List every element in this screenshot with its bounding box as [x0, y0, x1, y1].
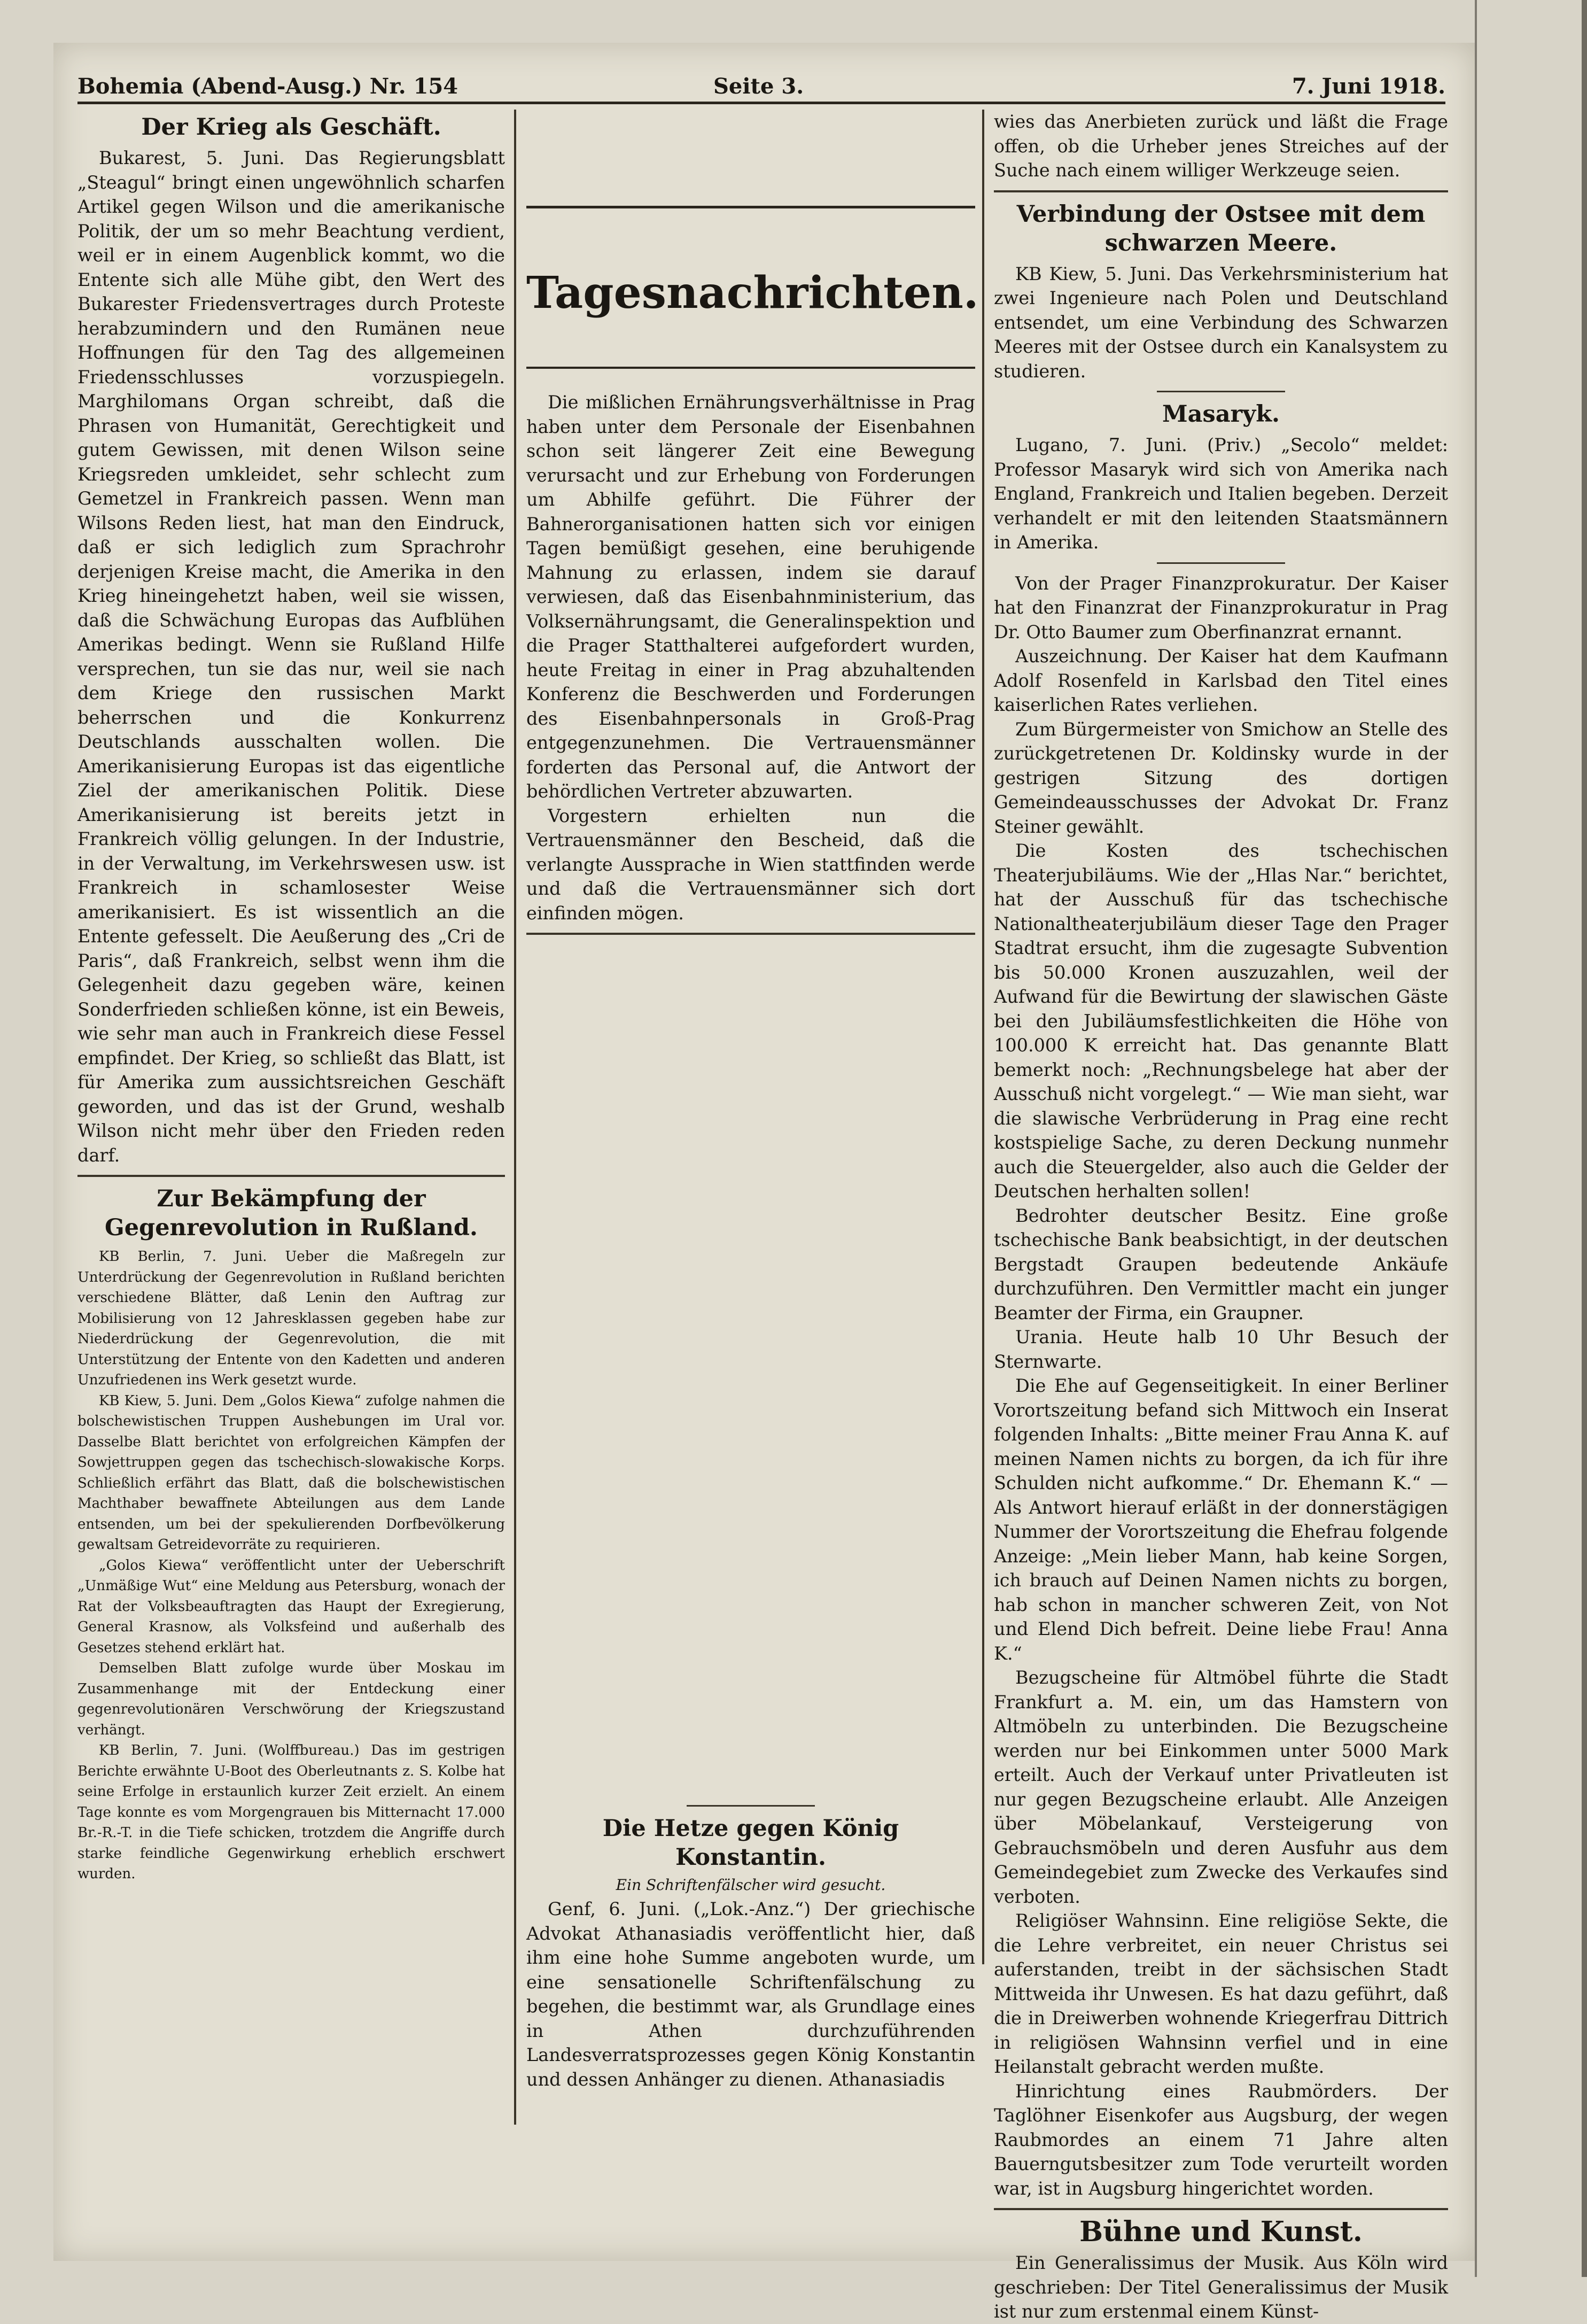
column-rule-2: [982, 110, 984, 1964]
column-3: [994, 110, 1448, 2322]
masthead-page: Seite 3.: [713, 74, 804, 99]
paragraph: KB Kiew, 5. Juni. Das Verkehrsministerium hat zwei Ingenieure nach Polen und Deutschland entsendet, um eine Verbindung des Schwarzen Meeres mit der Ostsee durch ein Kanalsystem zu studieren.: [994, 263, 1448, 382]
scan-edge-shadow: [1582, 0, 1587, 2277]
article-title-gegenrevolution: Zur Bekämpfung der Gegenrevolution in Rußland.: [105, 1186, 478, 1241]
masthead: [77, 69, 1445, 104]
separator: [526, 933, 975, 935]
separator: [77, 1175, 505, 1177]
news-item: Von der Prager Finanzprokuratur. Der Kaiser hat den Finanzrat der Finanzprokuratur in Prag Dr. Otto Baumer zum Oberfinanzrat ernannt.: [994, 572, 1448, 642]
masthead-date: 7. Juni 1918.: [1292, 74, 1445, 99]
news-item: Die Kosten des tschechischen Theaterjubiläums. Wie der „Hlas Nar.“ berichtet, hat der Ausschuß für das tschechische Nationaltheaterjubiläum dieser Tage den Prager Stadtrat ersucht, ihm die zugesagte Subvention bis 50.000 Kronen auszuzahlen, weil der Aufwand für die Bewirtung der slawischen Gäste bei den Jubiläumsfestlichkeiten die Höhe von 100.000 K erreicht hat. Das genannte Blatt bemerkt noch: „Rechnungsbelege hat aber der Ausschuß nicht vorgelegt.“ — Wie man sieht, war die slawische Verbrüderung in Prag eine recht kostspielige Sache, zu deren Deckung nunmehr auch die Steuergelder, also auch die Gelder der Deutschen herhalten sollen!: [994, 840, 1448, 1202]
news-item: Religiöser Wahnsinn. Eine religiöse Sekte, die die Lehre verbreitet, ein neuer Christus sei auferstanden, treibt in der sächsischen Stadt Mittweida ihr Unwesen. Es hat dazu geführt, daß die in Dreiwerben wohnende Kriegerfrau Dittrich in religiösen Wahnsinn verfiel und in eine Heilanstalt gebracht werden mußte.: [994, 1910, 1448, 2077]
paragraph: KB Kiew, 5. Juni. Dem „Golos Kiewa“ zufolge nahmen die bolschewistischen Truppen Aushebungen im Ural vor. Dasselbe Blatt berichtet von erfolgreichen Kämpfen der Sowjettruppen gegen das tschechisch-slowakische Korps. Schließlich erfährt das Blatt, daß die bolschewistischen Machthaber bewaffnete Abteilungen aus dem Lande entsenden, um bei der spekulierenden Dorfbevölkerung gewaltsam Getreidevorräte zu requirieren.: [77, 1392, 505, 1553]
column-rule-1: [514, 110, 516, 2125]
separator: [1157, 562, 1285, 564]
article-body-krieg: Bukarest, 5. Juni. Das Regierungsblatt „Steagul“ bringt einen ungewöhnlich scharfen Artikel gegen Wilson und die amerikanische Politik, der um so mehr Beachtung verdient, weil er in einem Augenblick kommt, wo die Entente sich alle Mühe gibt, den Wert des Bukarester Friedensvertrages durch Proteste herabzumindern und den Rumänen neue Hoffnungen für den Tag des allgemeinen Friedensschlusses vorzuspiegeln. Marghilomans Organ schreibt, daß die Phrasen von Humanität, Gerechtigkeit und gutem Gewissen, mit denen Wilson seine Kriegsreden umkleidet, sehr schlecht zum Gemetzel in Frankreich passen. Wenn man Wilsons Reden liest, hat man den Eindruck, daß er sich lediglich zum Sprachrohr derjenigen Kreise macht, die Amerika in den Krieg hineingehetzt haben, weil sie wissen, daß die Schwächung Europas das Aufblühen Amerikas bedingt. Wenn sie Rußland Hilfe versprechen, tun sie das nur, weil sie nach dem Kriege den russischen Markt beherrschen und die Konkurrenz Deutschlands ausschalten wollen. Die Amerikanisierung Europas ist das eigentliche Ziel der amerikanischen Politik. Diese Amerikanisierung ist bereits jetzt in Frankreich völlig gelungen. In der Industrie, in der Verwaltung, im Verkehrswesen usw. ist Frankreich in schamlosester Weise amerikanisiert. Es ist wissentlich an die Entente gefesselt. Die Aeußerung des „Cri de Paris“, daß Frankreich, selbst wenn ihm die Gelegenheit dazu gegeben wäre, keinen Sonderfrieden schließen könne, ist ein Beweis, wie sehr man auch in Frankreich diese Fessel empfindet. Der Krieg, so schließt das Blatt, ist für Amerika zum aussichtsreichen Geschäft geworden, und das ist der Grund, weshalb Wilson nicht mehr über den Frieden reden darf.: [77, 148, 505, 1166]
paragraph: Die mißlichen Ernährungsverhältnisse in Prag haben unter dem Personale der Eisenbahnen schon seit längerer Zeit eine Bewegung verursacht und zur Erhebung von Forderungen um Abhilfe geführt. Die Führer der Bahnerorganisationen hatten sich vor einigen Tagen bemüßigt gesehen, eine beruhigende Mahnung zu erlassen, indem sie darauf verwiesen, daß das Eisenbahnministerium, das Volksernährungsamt, die Generalinspektion und die Prager Statthalterei aufgefordert wurden, heute Freitag in einer in Prag abzuhaltenden Konferenz die Beschwerden und Forderungen des Eisenbahnpersonals in Groß-Prag entgegenzunehmen. Die Vertrauensmänner forderten das Personal auf, die Antwort der behördlichen Vertreter abzuwarten.: [526, 392, 975, 802]
paragraph: „Golos Kiewa“ veröffentlicht unter der Ueberschrift „Unmäßige Wut“ eine Meldung aus Petersburg, wonach der Rat der Volksbeauftragten das Haupt der Exregierung, General Krasnow, als Volksfeind und außerhalb des Gesetzes stehend erklärt hat.: [77, 1557, 505, 1656]
article-title-konstantin: Die Hetze gegen König Konstantin.: [602, 1815, 899, 1871]
separator: [687, 1805, 815, 1807]
paragraph: KB Berlin, 7. Juni. (Wolffbureau.) Das im gestrigen Berichte erwähnte U-Boot des Oberleutnants z. S. Kolbe hat seine Erfolge in erstaunlich kurzer Zeit erzielt. An einem Tage konnte es vom Morgengrauen bis Mitternacht 17.000 Br.-R.-T. in die Tiefe schicken, trotzdem die Angriffe durch starke feindliche Gegenwirkung erheblich erschwert wurden.: [77, 1742, 505, 1882]
paragraph: Vorgestern erhielten nun die Vertrauensmänner den Bescheid, daß die verlangte Aussprache in Wien stattfinden werde und daß die Vertrauensmänner sich dort einfinden mögen.: [526, 805, 975, 924]
news-item: Bedrohter deutscher Besitz. Eine große tschechische Bank beabsichtigt, in der deutschen Bergstadt Graupen bedeutende Ankäufe durchzuführen. Den Vermittler macht ein junger Beamter der Firma, ein Graupner.: [994, 1205, 1448, 1323]
news-item: Die Ehe auf Gegenseitigkeit. In einer Berliner Vorortszeitung befand sich Mittwoch ein Inserat folgenden Inhalts: „Bitte meiner Frau Anna K. auf meinen Namen nichts zu borgen, da ich für ihre Schulden nicht aufkomme.“ Dr. Ehemann K.“ — Als Antwort hierauf erläßt in der donnerstägigen Nummer der Vorortszeitung die Ehefrau folgende Anzeige: „Mein lieber Mann, hab keine Sorgen, ich brauch auf Deinen Namen nichts zu borgen, hab schon in mancher schweren Zeit, von Not und Elend Dich befreit. Deine liebe Frau! Anna K.“: [994, 1375, 1448, 1664]
page-edge-rule: [1475, 0, 1477, 2277]
article-title-masaryk: Masaryk.: [1162, 401, 1280, 428]
news-item: Urania. Heute halb 10 Uhr Besuch der Sternwarte.: [994, 1327, 1448, 1372]
news-item: Bezugscheine für Altmöbel führte die Stadt Frankfurt a. M. ein, um das Hamstern von Altmöbeln zu unterbinden. Die Bezugscheine werden nur bei Einkommen unter 5000 Mark erteilt. Auch der Verkauf unter Privatleuten ist nur gegen Bezugscheine erlaubt. Alle Anzeigen über Möbelankauf, Versteigerung von Gebrauchsmöbeln und deren Ausfuhr aus dem Gemeindegebiet zum Zwecke des Verkaufes sind verboten.: [994, 1667, 1448, 1907]
article-subtitle: Ein Schriftenfälscher wird gesucht.: [616, 1876, 886, 1894]
section-title-buehne: Bühne und Kunst.: [1079, 2215, 1363, 2248]
blank-space: [526, 942, 975, 1798]
news-item: Auszeichnung. Der Kaiser hat dem Kaufmann Adolf Rosenfeld in Karlsbad den Titel eines kaiserlichen Rates verliehen.: [994, 646, 1448, 715]
section-title-tagesnachrichten: Tagesnachrichten.: [526, 267, 979, 319]
paragraph: KB Berlin, 7. Juni. Ueber die Maßregeln zur Unterdrückung der Gegenrevolution in Rußland berichten verschiedene Blätter, daß Lenin den Auftrag zur Mobilisierung von 12 Jahresklassen gegeben habe zur Niederdrückung der Gegenrevolution, die mit Unterstützung der Entente von den Kadetten und anderen Unzufriedenen ins Werk gesetzt wurde.: [77, 1249, 505, 1388]
masthead-left: Bohemia (Abend-Ausg.) Nr. 154: [77, 74, 458, 99]
paragraph: Ein Generalissimus der Musik. Aus Köln wird geschrieben: Der Titel Generalissimus der Musik ist nur zum erstenmal einem Künst-: [994, 2252, 1448, 2322]
paragraph: Demselben Blatt zufolge wurde über Moskau im Zusammenhange mit der Entdeckung einer gegenrevolutionären Verschwörung der Kriegszustand verhängt.: [77, 1660, 505, 1738]
paragraph: wies das Anerbieten zurück und läßt die Frage offen, ob die Urheber jenes Streiches auf der Suche nach einem williger Werkzeuge seien.: [994, 111, 1448, 181]
article-title-krieg: Der Krieg als Geschäft.: [141, 114, 441, 141]
paragraph: Lugano, 7. Juni. (Priv.) „Secolo“ meldet: Professor Masaryk wird sich von Amerika nach England, Frankreich und Italien begeben. Derzeit verhandelt er mit den leitenden Staatsmännern in Amerika.: [994, 435, 1448, 553]
section-header-box: [526, 206, 979, 369]
article-title-ostsee: Verbindung der Ostsee mit dem schwarzen Meere.: [1016, 200, 1426, 257]
separator: [1157, 391, 1285, 392]
column-1: [77, 110, 505, 2207]
paragraph: Genf, 6. Juni. („Lok.-Anz.“) Der griechische Advokat Athanasiadis veröffentlicht hier, daß ihm eine hohe Summe angeboten wurde, um eine sensationelle Schriftenfälschung zu begehen, die bestimmt war, als Grundlage eines in Athen durchzuführenden Landesverratsprozesses gegen König Konstantin und dessen Anhänger zu dienen. Athanasiadis: [526, 1899, 975, 2090]
column-2: [526, 110, 979, 2207]
separator: [994, 190, 1448, 192]
news-item: Zum Bürgermeister von Smichow an Stelle des zurückgetretenen Dr. Koldinsky wurde in der gestrigen Sitzung des dortigen Gemeindeausschusses der Advokat Dr. Franz Steiner gewählt.: [994, 718, 1448, 837]
separator: [994, 2208, 1448, 2210]
news-item: Hinrichtung eines Raubmörders. Der Taglöhner Eisenkofer aus Augsburg, der wegen Raubmordes an einem 71 Jahre alten Bauerngutsbesitzer zum Tode verurteilt worden war, ist in Augsburg hingerichtet worden.: [994, 2080, 1448, 2199]
